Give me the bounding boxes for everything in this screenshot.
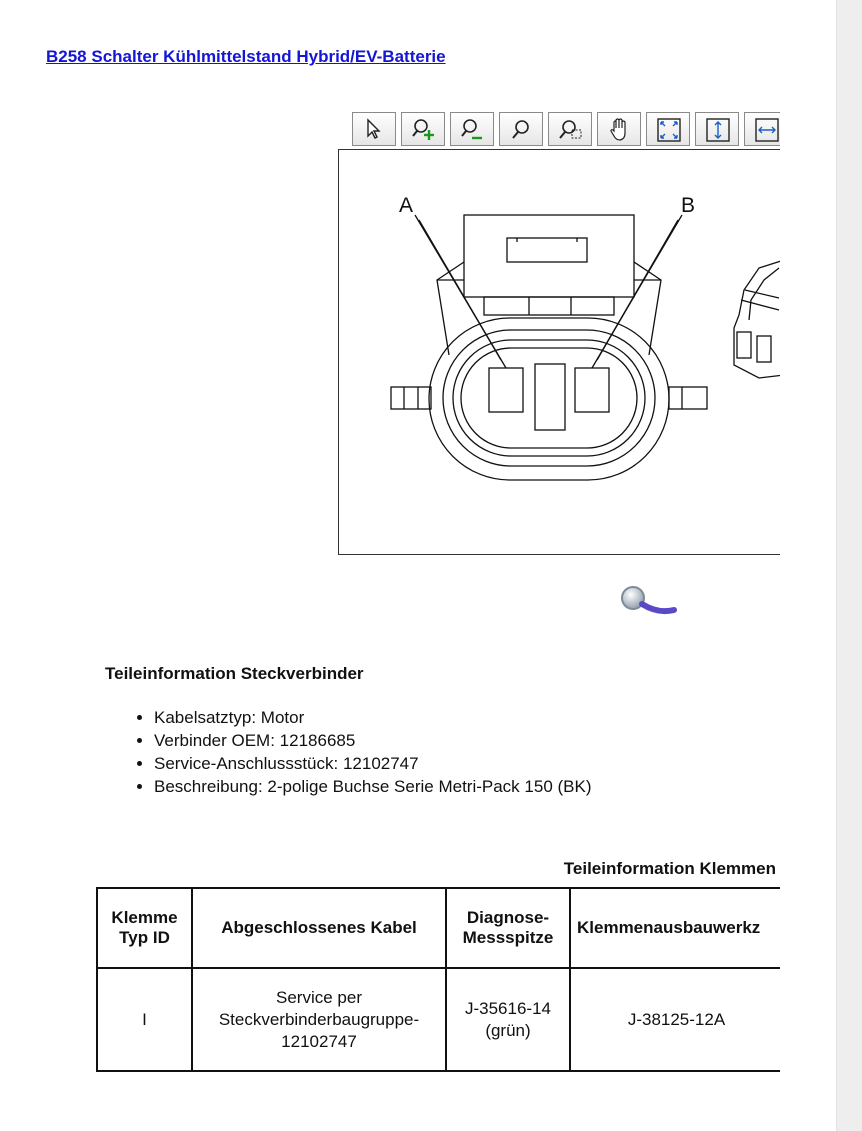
image-viewer (338, 110, 780, 556)
document-title-link[interactable]: B258 Schalter Kühlmittelstand Hybrid/EV-Batterie (46, 47, 446, 66)
zoom-icon (509, 117, 535, 143)
zoom-out-icon (460, 117, 486, 143)
column-header: Abgeschlossenes Kabel (192, 888, 446, 968)
zoom-out-button[interactable] (450, 112, 494, 146)
list-item: • Service-Anschlussstück: 12102747 (154, 752, 592, 775)
connector-info-list (132, 706, 592, 798)
zoom-in-icon (411, 117, 437, 143)
list-item: • Verbinder OEM: 12186685 (154, 729, 592, 752)
connector-diagram (338, 149, 780, 555)
column-header: Klemme Typ ID (97, 888, 192, 968)
connector-info-title: Teileinformation Steckverbinder (105, 664, 364, 683)
table-cell: J-38125-12A (570, 968, 780, 1071)
table-cell: J-35616-14 (grün) (446, 968, 570, 1071)
pointer-button[interactable] (352, 112, 396, 146)
list-item: • Kabelsatztyp: Motor (154, 706, 592, 729)
zoom-button[interactable] (499, 112, 543, 146)
fit-width-icon (754, 117, 780, 143)
zoom-in-button[interactable] (401, 112, 445, 146)
callout-b: B (681, 194, 696, 217)
viewer-toolbar (352, 112, 780, 148)
fit-width-button[interactable] (744, 112, 780, 146)
pan-hand-icon (607, 117, 633, 143)
column-header: Klemmenausbauwerkz (570, 888, 780, 968)
terminal-info-section (96, 856, 780, 1076)
callout-a: A (399, 194, 414, 217)
fit-window-icon (656, 117, 682, 143)
fit-window-button[interactable] (646, 112, 690, 146)
terminal-info-title: Teileinformation Klemmen (563, 859, 776, 878)
column-header: Diagnose-Messspitze (446, 888, 570, 968)
table-cell: Service per Steckverbinderbaugruppe-12102747 (192, 968, 446, 1071)
fit-height-button[interactable] (695, 112, 739, 146)
fit-height-icon (705, 117, 731, 143)
table-row (97, 968, 780, 1071)
table-header-row (97, 888, 780, 968)
zoom-area-icon (558, 117, 584, 143)
list-item: • Beschreibung: 2-polige Buchse Serie Metri-Pack 150 (BK) (154, 775, 592, 798)
pointer-icon (362, 117, 386, 141)
magnify-icon[interactable] (618, 584, 680, 622)
table-cell: I (97, 968, 192, 1071)
connector-drawing (339, 150, 780, 554)
zoom-area-button[interactable] (548, 112, 592, 146)
pan-button[interactable] (597, 112, 641, 146)
scrollbar-gutter[interactable] (836, 0, 862, 1131)
terminal-info-table (96, 887, 780, 1072)
